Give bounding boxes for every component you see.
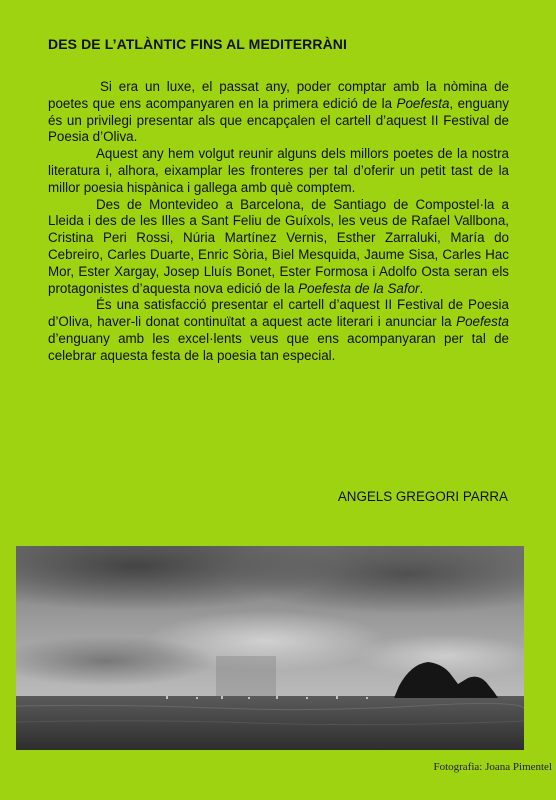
paragraph-1-text-a: Si era un luxe, el passat any, poder comptar amb la nòmina de poetes que ens acompanyaren en la primera edició de la [48,79,509,111]
photo-credit: Fotografia: Joana Pimentel [433,761,552,773]
paragraph-3-text-a: Des de Montevideo a Barcelona, de Santiago de Compostel·la a Lleida i des de les Illes a Sant Feliu de Guíxols, les veus de Rafael Vallbona, Cristina Peri Rossi, Núria Martínez Vernis, Esther Zarraluki, María do Cebreiro, Carles Duarte, Enric Sòria, Biel Mesquida, Jaume Sisa, Carles Hac Mor, Ester Xargay, Josep Lluís Bonet, Ester Formosa i Adolfo Osta seran els protagonistes d’aquesta nova edició de la [48,196,509,296]
seascape-photo [16,546,524,750]
paragraph-1-italic: Poefesta [396,95,450,111]
paragraph-2: Aquest any hem volgut reunir alguns dels millors poetes de la nostra literatura i, alhora, eixamplar les fronteres per tal d’oferir un petit tast de la millor poesia hispànica i gallega amb què comptem. [48,146,509,195]
paragraph-3-text-c: . [419,280,424,296]
paragraph-4 [48,297,509,364]
paragraph-3 [48,197,509,298]
author-signature: ANGELS GREGORI PARRA [337,489,508,504]
seascape-illustration [16,546,524,750]
article-body [48,79,509,365]
paragraph-4-text-c: d’enguany amb les excel·lents veus que ens acompanyaran per tal de celebrar aquesta festa de la poesia tan especial. [48,330,509,363]
paragraph-1-text-c: , enguany és un privilegi presentar als que encapçalen el cartell d’aquest II Festival de Poesia d’Oliva. [48,95,509,145]
paragraph-1 [48,79,509,146]
paragraph-3-italic: Poefesta de la Safor [298,280,420,296]
paragraph-4-italic: Poefesta [456,314,509,330]
paragraph-4-text-a: És una satisfacció presentar el cartell d’aquest II Festival de Poesia d’Oliva, haver-li donat continuïtat a aquest acte literari i anunciar la [48,297,509,330]
article-title: DES DE L’ATLÀNTIC FINS AL MEDITERRÀNI [48,36,347,52]
